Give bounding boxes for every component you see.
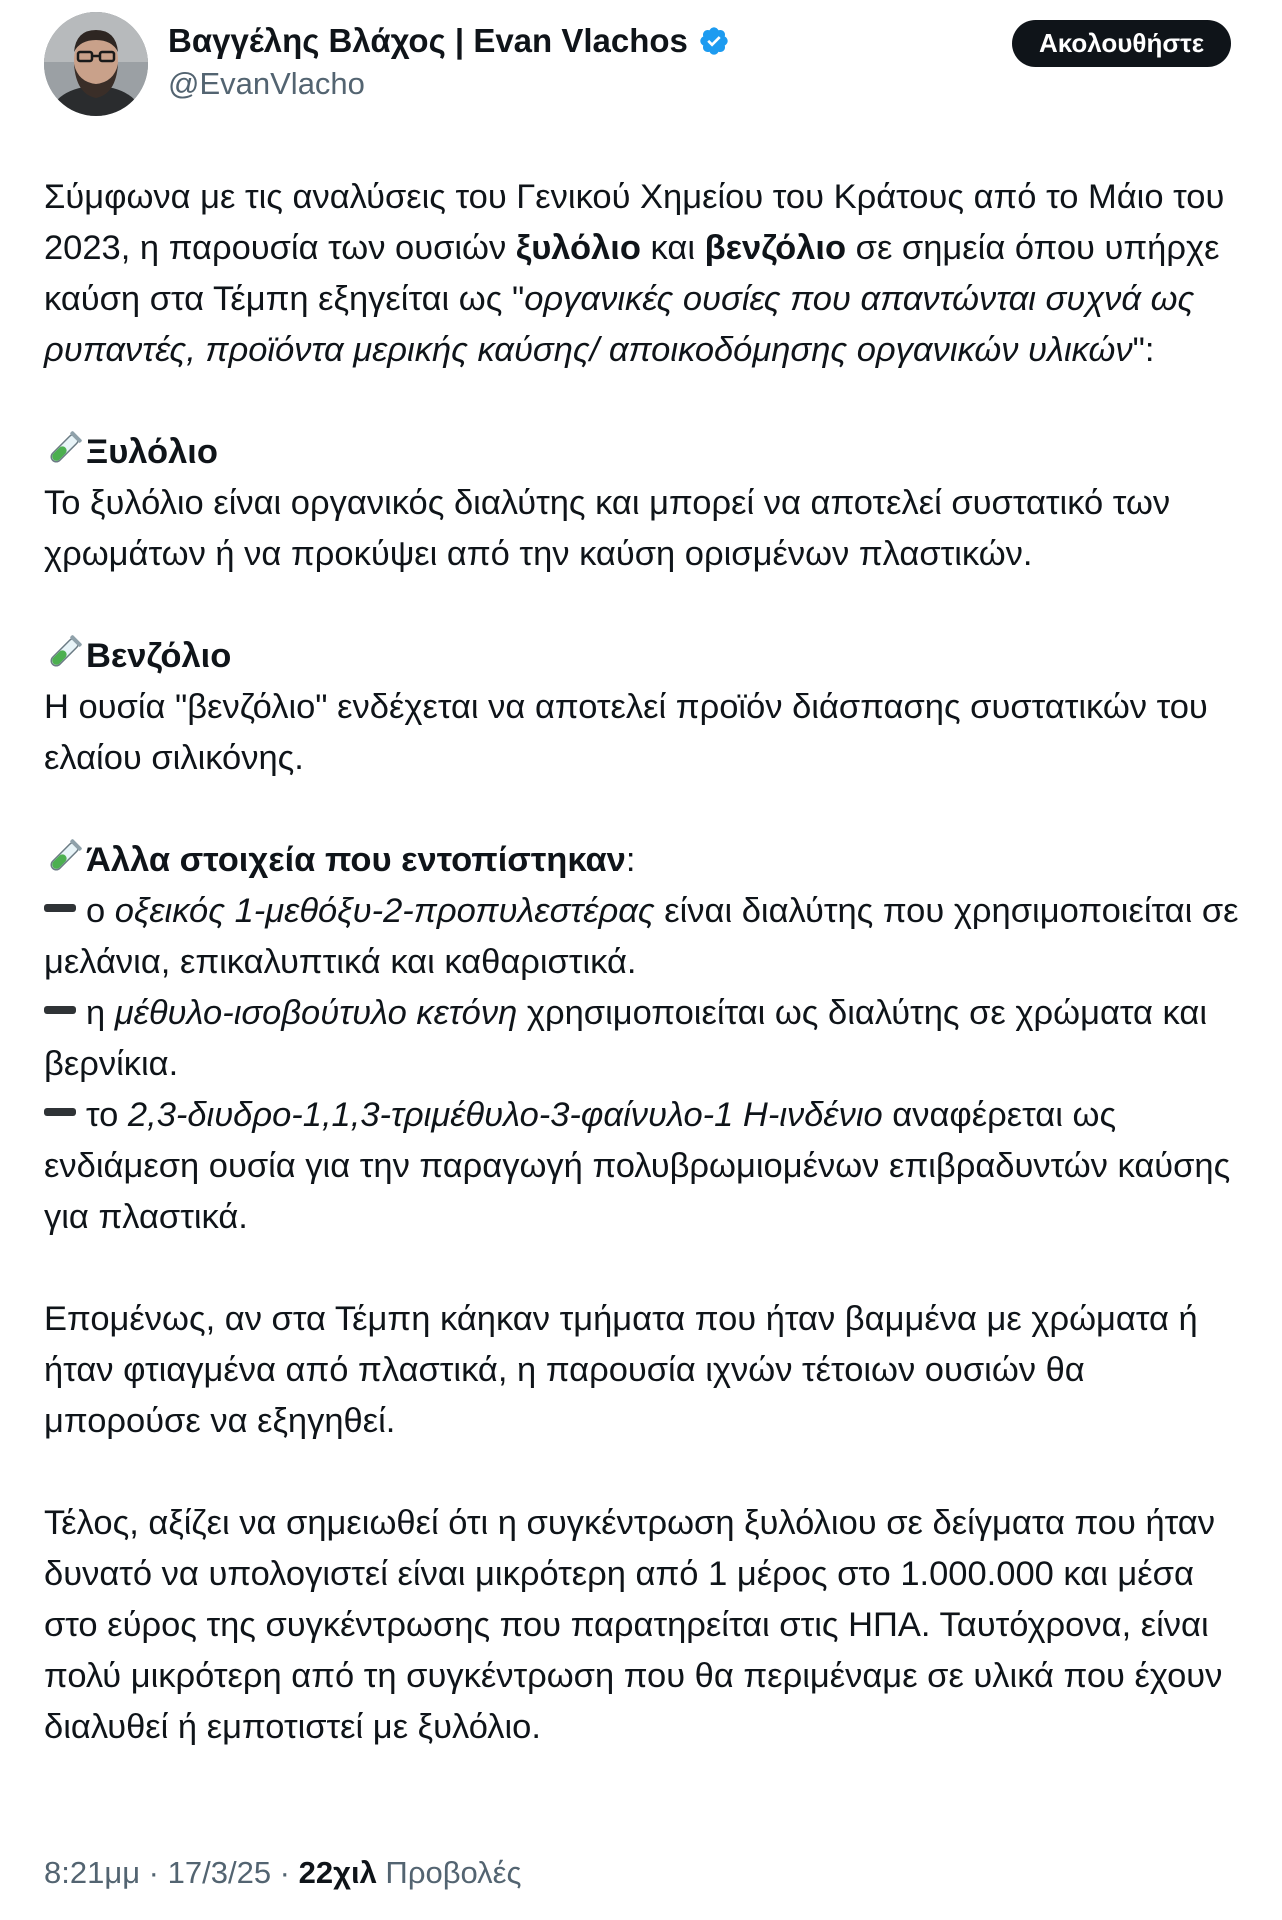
conclusion-paragraph: Επομένως, αν στα Τέμπη κάηκαν τμήματα που ήταν βαμμένα με χρώματα ή ήταν φτιαγμένα από πλαστικά, η παρουσία ιχνών τέτοιων ουσιών θα μπορούσε να εξηγηθεί. xyxy=(44,1300,1198,1440)
list-item-prefix: η xyxy=(86,994,115,1032)
tweet-date[interactable]: 17/3/25 xyxy=(167,1855,272,1890)
intro-text-3: σε σημεία όπου υπήρχε καύση στα Τέμπη εξηγείται ως " xyxy=(44,229,1220,318)
author-display-name[interactable]: Βαγγέλης Βλάχος | Evan Vlachos xyxy=(168,22,688,59)
verified-badge-icon[interactable] xyxy=(698,25,730,57)
xylene-section xyxy=(44,427,1244,580)
list-item-text: αναφέρεται ως ενδιάμεση ουσία για την παραγωγή πολυβρωμιομένων επιβραδυντών καύσης για πλαστικά. xyxy=(44,1096,1231,1236)
list-item-prefix: ο xyxy=(86,892,115,930)
heavy-minus-icon xyxy=(44,1006,76,1014)
list-item-substance: 2,3-διυδρο-1,1,3-τριμέθυλο-3-φαίνυλο-1 Η-ινδένιο xyxy=(127,1096,883,1134)
benzene-text: Η ουσία "βενζόλιο" ενδέχεται να αποτελεί προϊόν διάσπασης συστατικών του ελαίου σιλικόνης. xyxy=(44,688,1208,777)
author-name-row xyxy=(168,22,730,60)
tweet-text xyxy=(44,172,1244,1753)
intro-text-4: ": xyxy=(1132,331,1155,369)
tweet-header xyxy=(0,0,1282,130)
avatar-portrait-icon xyxy=(44,12,148,116)
other-findings-title: Άλλα στοιχεία που εντοπίστηκαν xyxy=(86,841,626,879)
benzene-title: Βενζόλιο xyxy=(86,637,232,675)
intro-text-1: Σύμφωνα με τις αναλύσεις του Γενικού Χημείου του Κράτους από το Μάιο του 2023, η παρουσία των ουσιών xyxy=(44,178,1225,267)
avatar[interactable] xyxy=(44,12,148,116)
meta-separator: · xyxy=(271,1855,299,1890)
test-tube-icon xyxy=(44,429,84,469)
list-item-substance: μέθυλο-ισοβούτυλο κετόνη xyxy=(114,994,518,1032)
meta-separator: · xyxy=(140,1855,168,1890)
test-tube-icon xyxy=(44,837,84,877)
list-item-text: χρησιμοποιείται ως διαλύτης σε χρώματα και βερνίκια. xyxy=(44,994,1207,1083)
heavy-minus-icon xyxy=(44,904,76,912)
intro-bold-xylene: ξυλόλιο xyxy=(515,229,641,267)
final-paragraph: Τέλος, αξίζει να σημειωθεί ότι η συγκέντρωση ξυλόλιου σε δείγματα που ήταν δυνατό να υπολογιστεί είναι μικρότερη από 1 μέρος στο 1.000.000 και μέσα στο εύρος της συγκέντρωσης που παρατηρείται στις ΗΠΑ. Ταυτόχρονα, είναι πολύ μικρότερη από τη συγκέντρωση που θα περιμέναμε σε υλικά που έχουν διαλυθεί ή εμποτιστεί με ξυλόλιο. xyxy=(44,1504,1223,1746)
list-item-substance: οξεικός 1-μεθόξυ-2-προπυλεστέρας xyxy=(114,892,655,930)
intro-bold-benzene: βενζόλιο xyxy=(704,229,847,267)
test-tube-icon xyxy=(44,633,84,673)
heavy-minus-icon xyxy=(44,1108,76,1116)
intro-text-2: και xyxy=(640,229,705,267)
tweet-time[interactable]: 8:21μμ xyxy=(44,1855,141,1890)
views-count[interactable]: 22χιλ xyxy=(298,1855,377,1890)
list-item-prefix: το xyxy=(86,1096,128,1134)
tweet-meta xyxy=(44,1855,521,1891)
intro-italic-quote: οργανικές ουσίες που απαντώνται συχνά ως ρυπαντές, προϊόντα μερικής καύσης/ αποικοδόμησης οργανικών υλικών xyxy=(44,280,1195,369)
follow-button[interactable]: Ακολουθήστε xyxy=(1012,20,1231,67)
list-item-text: είναι διαλύτης που χρησιμοποιείται σε μελάνια, επικαλυπτικά και καθαριστικά. xyxy=(44,892,1239,981)
xylene-text: Το ξυλόλιο είναι οργανικός διαλύτης και μπορεί να αποτελεί συστατικό των χρωμάτων ή να προκύψει από την καύση ορισμένων πλαστικών. xyxy=(44,484,1171,573)
author-handle[interactable]: @EvanVlacho xyxy=(168,66,365,101)
intro-paragraph xyxy=(44,172,1244,376)
views-label: Προβολές xyxy=(376,1855,522,1890)
benzene-section xyxy=(44,631,1244,784)
other-findings-title-suffix: : xyxy=(625,841,636,879)
xylene-title: Ξυλόλιο xyxy=(86,433,218,471)
other-findings-section xyxy=(44,835,1244,1243)
